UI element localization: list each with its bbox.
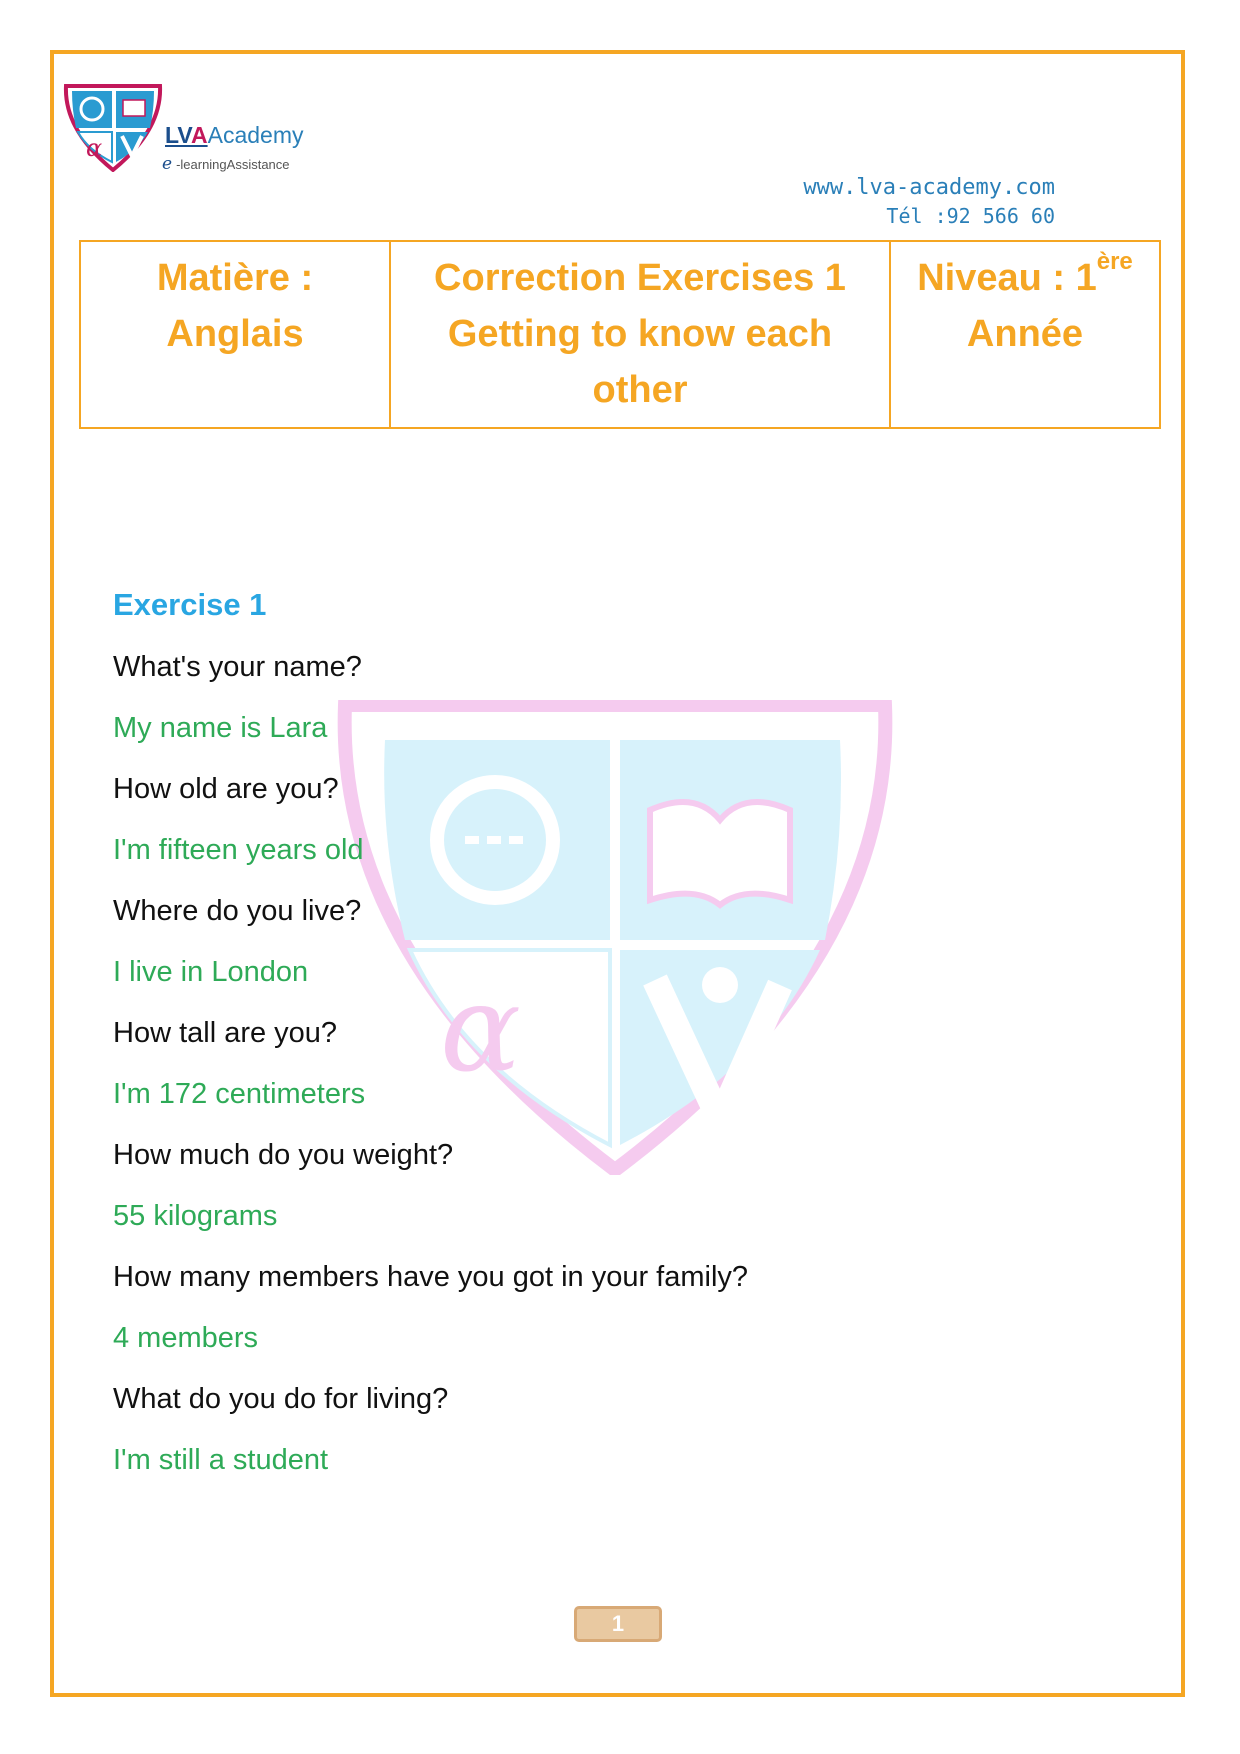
exercise-title: Exercise 1 bbox=[113, 587, 267, 622]
brand-name: LVAAcademy bbox=[165, 122, 304, 148]
page-number: 1 bbox=[574, 1606, 662, 1642]
answer-line: I'm fifteen years old bbox=[113, 834, 364, 866]
question-line: What's your name? bbox=[113, 651, 362, 683]
book-icon bbox=[123, 100, 145, 116]
question-line: How much do you weight? bbox=[113, 1139, 454, 1171]
exercise-section bbox=[113, 585, 1013, 1501]
question-line: How many members have you got in your family? bbox=[113, 1261, 749, 1293]
answer-line: I'm still a student bbox=[113, 1444, 329, 1476]
question-line: How tall are you? bbox=[113, 1017, 338, 1049]
question-line: How old are you? bbox=[113, 773, 339, 805]
question-line: Where do you live? bbox=[113, 895, 362, 927]
info-table bbox=[79, 240, 1161, 429]
alpha-icon: α bbox=[86, 134, 103, 162]
svg-text:α: α bbox=[440, 960, 522, 1099]
level-cell: Niveau : 1ère Année bbox=[890, 241, 1160, 428]
answer-line: My name is Lara bbox=[113, 712, 328, 744]
answer-line: 55 kilograms bbox=[113, 1200, 278, 1232]
website-link[interactable]: www.lva-academy.com bbox=[803, 175, 1055, 200]
brand-tagline: e -learningAssistance bbox=[162, 154, 290, 174]
answer-line: I live in London bbox=[113, 956, 309, 988]
title-cell: Correction Exercises 1 Getting to know each other bbox=[390, 241, 890, 428]
phone-number: Tél :92 566 60 bbox=[886, 204, 1055, 228]
answer-line: I'm 172 centimeters bbox=[113, 1078, 366, 1110]
contact-info bbox=[803, 173, 1055, 231]
lva-shield-logo bbox=[58, 80, 168, 172]
answer-line: 4 members bbox=[113, 1322, 259, 1354]
subject-cell: Matière : Anglais bbox=[80, 241, 390, 428]
question-line: What do you do for living? bbox=[113, 1383, 449, 1415]
